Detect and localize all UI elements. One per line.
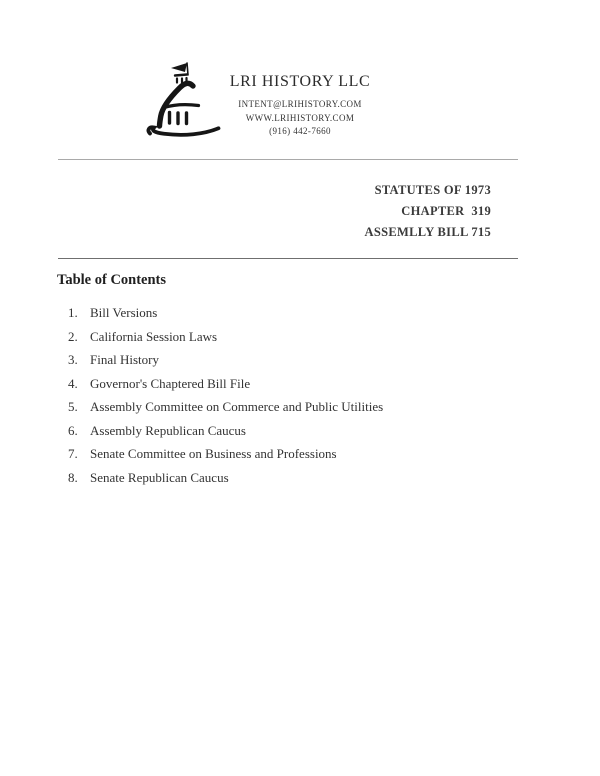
- contact-email: INTENT@LRIHISTORY.COM: [238, 99, 362, 109]
- toc-title: Table of Contents: [57, 272, 167, 288]
- toc-item-label: Bill Versions: [90, 305, 158, 320]
- chapter-line: CHAPTER 319: [401, 204, 491, 218]
- toc-item: [68, 353, 528, 367]
- toc-item-number: 2.: [68, 328, 78, 344]
- toc-item: [68, 330, 528, 344]
- toc-item-number: 6.: [68, 422, 78, 438]
- toc-item-number: 8.: [68, 469, 78, 485]
- toc-item: [68, 447, 528, 461]
- toc-item-number: 5.: [68, 399, 78, 414]
- letterhead: [150, 73, 450, 139]
- toc-item: [68, 377, 528, 391]
- toc-item: [68, 471, 528, 485]
- toc-list: [68, 306, 528, 494]
- toc-item-number: 4.: [68, 375, 78, 391]
- toc-item: [68, 400, 528, 414]
- toc-item-number: 1.: [68, 305, 78, 320]
- divider-top: [58, 159, 518, 160]
- case-reference-block: [365, 180, 491, 243]
- assembly-bill-line: ASSEMLLY BILL 715: [364, 225, 491, 239]
- toc-item-label: Assembly Republican Caucus: [90, 422, 246, 438]
- toc-item: [68, 424, 528, 438]
- contact-website: WWW.LRIHISTORY.COM: [245, 112, 355, 123]
- toc-item-label: California Session Laws: [90, 328, 218, 344]
- company-name: LRI HISTORY LLC: [229, 73, 371, 90]
- statutes-line: STATUTES OF 1973: [374, 183, 491, 197]
- toc-item-label: Senate Republican Caucus: [90, 469, 229, 485]
- toc-item-label: Final History: [90, 352, 159, 367]
- toc-item-number: 3.: [68, 352, 78, 367]
- toc-item-number: 7.: [68, 446, 78, 461]
- toc-item-label: Assembly Committee on Commerce and Public Utilities: [90, 399, 384, 414]
- contact-phone: (916) 442-7660: [269, 126, 331, 136]
- toc-item-label: Governor's Chaptered Bill File: [90, 375, 251, 391]
- toc-item: [68, 306, 528, 320]
- divider-bottom: [58, 258, 518, 259]
- toc-item-label: Senate Committee on Business and Professions: [90, 446, 337, 461]
